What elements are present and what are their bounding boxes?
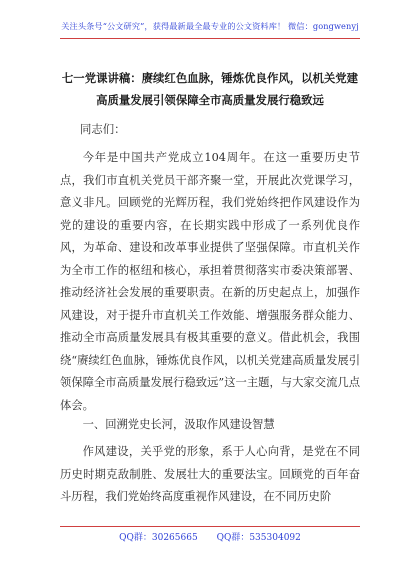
header-divider xyxy=(60,38,360,39)
footer-divider xyxy=(60,526,360,527)
footer-qq-group-2: QQ群：535304092 xyxy=(216,533,301,543)
footer-qq-group-1: QQ群：30265665 xyxy=(119,533,198,543)
document-title: 七一党课讲稿：赓续红色血脉，锤炼优良作风，以机关党建高质量发展引领保障全市高质量发展行稳致远 xyxy=(61,71,359,107)
body-paragraph-2: 作风建设，关乎党的形象，系于人心向背，是党在不同历史时期克敌制胜、发展壮大的重要法宝。回顾党的百年奋斗历程，我们党始终高度重视作风建设，在不同历史阶 xyxy=(60,445,360,503)
greeting: 同志们： xyxy=(80,122,126,136)
footer xyxy=(60,531,360,545)
section-heading-1: 一、回溯党史长河，汲取作风建设智慧 xyxy=(82,418,275,431)
header-notice: 关注头条号“公文研究”，获得最新最全最专业的公文资料库！ 微信：gongwenyj xyxy=(61,21,359,31)
body-paragraph-1: 今年是中国共产党成立104周年。在这一重要历史节点，我们市直机关党员干部齐聚一堂，开展此次党课学习，意义非凡。回顾党的光辉历程，我们党始终把作风建设作为党的建设的重要内容，在长期实践中形成了一系列优良作风，为革命、建设和改革事业提供了坚强保障。市直机关作为全市工作的枢纽和核心，承担着贯彻落实市委决策部署、推动经济社会发展的重要职责。在新的历史起点上，加强作风建设，对于提升市直机关工作效能、增强服务群众能力、推动全市高质量发展具有极其重要的意义。借此机会，我围绕“赓续红色血脉，锤炼优良作风，以机关党建高质量发展引领保障全市高质量发展行稳致远”这一主题，与大家交流几点体会。 xyxy=(60,151,360,412)
